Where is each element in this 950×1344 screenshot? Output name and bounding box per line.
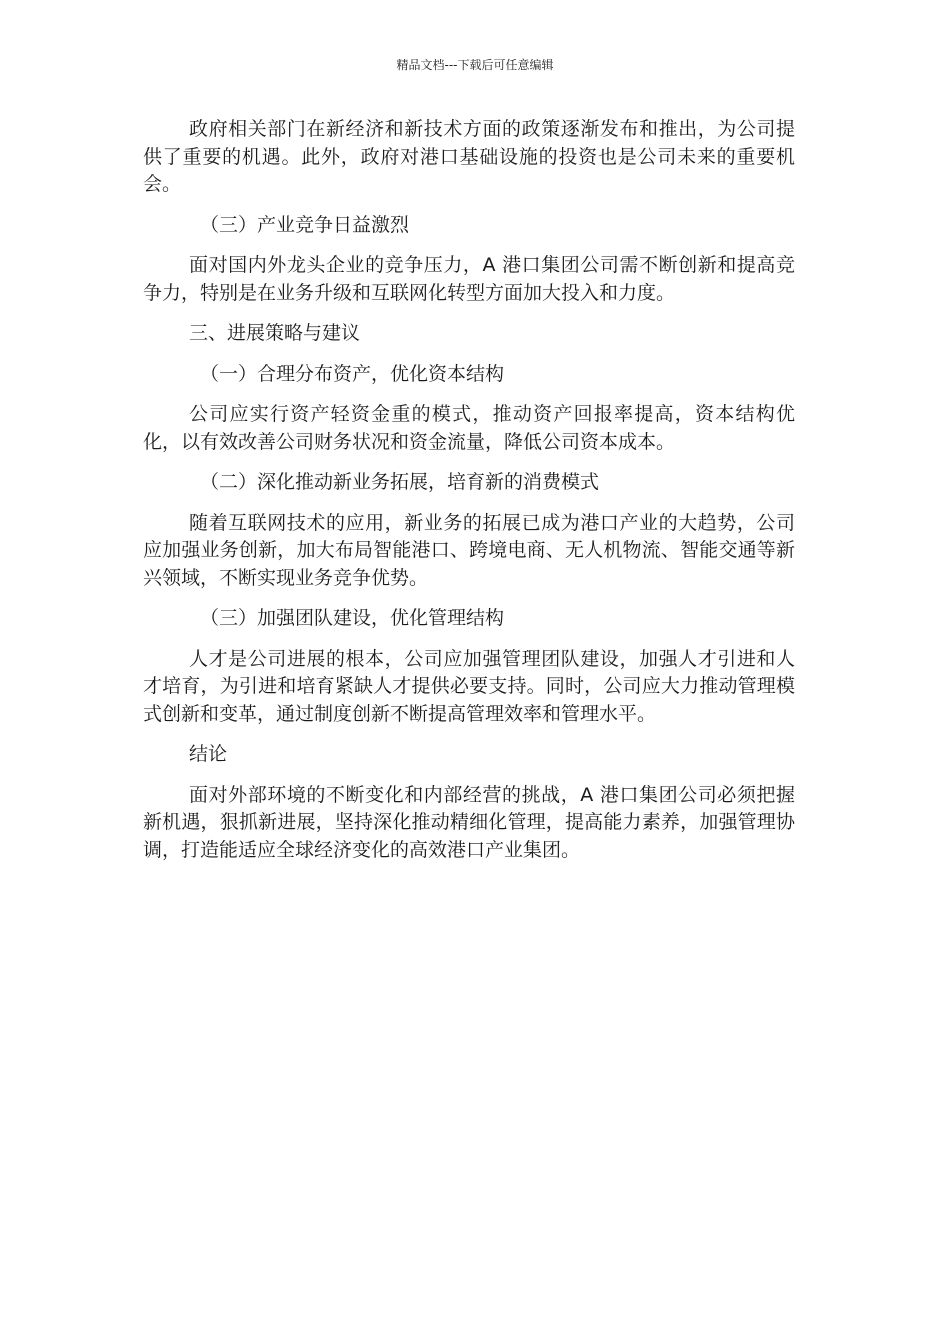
heading-industry-competition: （三）产业竞争日益激烈	[200, 213, 410, 236]
paragraph-conclusion: 面对外部环境的不断变化和内部经营的挑战，A 港口集团公司必须把握新机遇，狠抓新进展，坚持深化推动精细化管理，提高能力素养，加强管理协调，打造能适应全球经济变化的高效港口产业集团。	[143, 783, 795, 861]
heading-asset-allocation: （一）合理分布资产，优化资本结构	[200, 362, 505, 385]
paragraph-asset-model: 公司应实行资产轻资金重的模式，推动资产回报率提高，资本结构优化，以有效改善公司财务状况和资金流量，降低公司资本成本。	[143, 403, 795, 453]
heading-new-business: （二）深化推动新业务拓展，培育新的消费模式	[200, 471, 600, 493]
paragraph-new-business: 随着互联网技术的应用，新业务的拓展已成为港口产业的大趋势，公司应加强业务创新，加大布局智能港口、跨境电商、无人机物流、智能交通等新兴领域，不断实现业务竞争优势。	[143, 511, 795, 589]
paragraph-policy-opportunity: 政府相关部门在新经济和新技术方面的政策逐渐发布和推出，为公司提供了重要的机遇。此外，政府对港口基础设施的投资也是公司未来的重要机会。	[143, 118, 795, 195]
page-header: 精品文档---下载后可任意编辑	[396, 58, 554, 72]
heading-conclusion: 结论	[189, 743, 228, 765]
heading-strategy-suggestions: 三、进展策略与建议	[189, 322, 361, 344]
paragraph-team-building: 人才是公司进展的根本，公司应加强管理团队建设，加强人才引进和人才培育，为引进和培育紧缺人才提供必要支持。同时，公司应大力推动管理模式创新和变革，通过制度创新不断提高管理效率和管理水平。	[143, 647, 795, 725]
heading-team-building: （三）加强团队建设，优化管理结构	[200, 607, 505, 629]
document-body	[143, 116, 795, 864]
paragraph-competition-pressure: 面对国内外龙头企业的竞争压力，A 港口集团公司需不断创新和提高竞争力，特别是在业务升级和互联网化转型方面加大投入和力度。	[143, 254, 795, 304]
